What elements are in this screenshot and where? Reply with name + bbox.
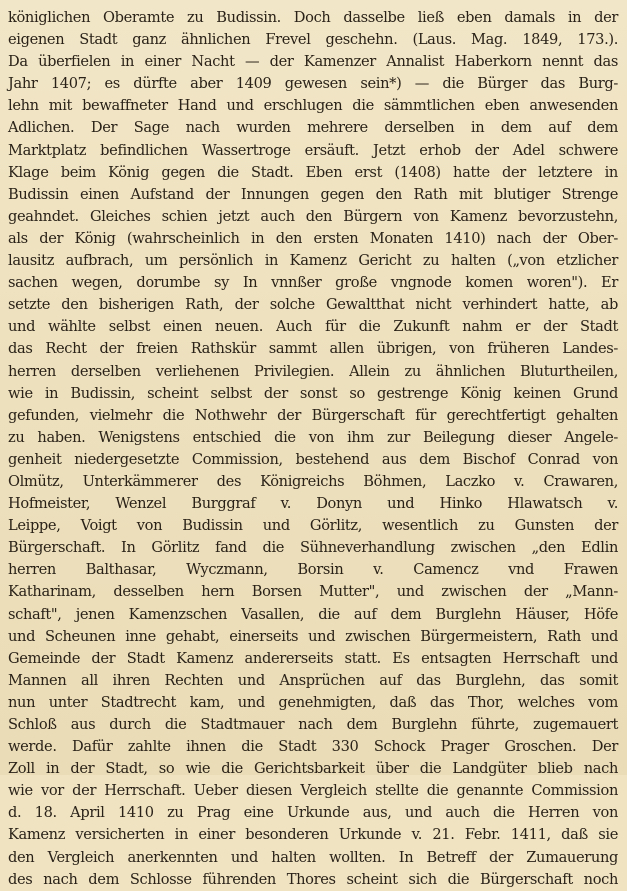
- text-line: lausitz aufbrach, um persönlich in Kamenz Gericht zu halten („von etzlicher: [8, 252, 618, 270]
- text-line: herren Balthasar, Wyczmann, Borsin v. Camencz vnd Frawen: [8, 561, 618, 579]
- text-line: Kamenz versicherten in einer besonderen Urkunde v. 21. Febr. 1411, daß sie: [8, 826, 618, 844]
- text-line: Katharinam, desselben hern Borsen Mutter", und zwischen der „Mann-: [8, 583, 618, 601]
- text-line: gefunden, vielmehr die Nothwehr der Bürgerschaft für gerechtfertigt gehalten: [8, 406, 618, 424]
- text-line: Klage beim König gegen die Stadt. Eben erst (1408) hatte der letztere in: [8, 163, 618, 181]
- text-line: Schloß aus durch die Stadtmauer nach dem Burglehn führte, zugemauert: [8, 716, 618, 733]
- body-text: [8, 7, 618, 891]
- text-line: wie vor der Herrschaft. Ueber diesen Vergleich stellte die genannte Commission: [8, 782, 618, 800]
- text-line: setzte den bisherigen Rath, der solche Gewaltthat nicht verhindert hatte, ab: [8, 296, 618, 314]
- text-line: d. 18. April 1410 zu Prag eine Urkunde aus, und auch die Herren von: [8, 804, 618, 822]
- text-line: herren derselben verliehenen Privilegien. Allein zu ähnlichen Bluturtheilen,: [8, 362, 618, 380]
- text-line: Zoll in der Stadt, so wie die Gerichtsbarkeit über die Landgüter blieb nach: [8, 760, 618, 778]
- text-line: Da überfielen in einer Nacht — der Kamenzer Annalist Haberkorn nennt das: [8, 53, 618, 71]
- text-line: des nach dem Schlosse führenden Thores scheint sich die Bürgerschaft noch: [8, 870, 618, 888]
- text-line: das Recht der freien Rathskür sammt allen übrigen, von früheren Landes-: [8, 340, 618, 358]
- text-line: Budissin einen Aufstand der Innungen gegen den Rath mit blutiger Strenge: [8, 185, 618, 203]
- text-line: als der König (wahrscheinlich in den ersten Monaten 1410) nach der Ober-: [8, 229, 618, 247]
- text-line: Mannen all ihren Rechten und Ansprüchen auf das Burglehn, das somit: [8, 671, 618, 689]
- text-line: Gemeinde der Stadt Kamenz andererseits statt. Es entsagten Herrschaft und: [8, 649, 618, 667]
- text-line: genheit niedergesetzte Commission, bestehend aus dem Bischof Conrad von: [8, 450, 618, 468]
- text-line: Jahr 1407; es dürfte aber 1409 gewesen sein*) — die Bürger das Burg-: [8, 75, 618, 93]
- text-line: den Vergleich anerkennten und halten wollten. In Betreff der Zumauerung: [8, 848, 618, 866]
- text-line: Adlichen. Der Sage nach wurden mehrere derselben in dem auf dem: [8, 119, 618, 137]
- text-line: Olmütz, Unterkämmerer des Königreichs Böhmen, Laczko v. Crawaren,: [8, 472, 618, 490]
- text-line: Hofmeister, Wenzel Burggraf v. Donyn und Hinko Hlawatsch v.: [8, 495, 618, 513]
- text-line: eigenen Stadt ganz ähnlichen Frevel geschehn. (Laus. Mag. 1849, 173.).: [8, 31, 618, 49]
- text-line: wie in Budissin, scheint selbst der sonst so gestrenge König keinen Grund: [8, 384, 618, 402]
- text-line: Leippe, Voigt von Budissin und Görlitz, wesentlich zu Gunsten der: [8, 517, 618, 535]
- text-line: Marktplatz befindlichen Wassertroge ersäuft. Jetzt erhob der Adel schwere: [8, 141, 618, 159]
- text-line: Bürgerschaft. In Görlitz fand die Sühneverhandlung zwischen „den Edlin: [8, 539, 618, 557]
- text-line: sachen wegen, dorumbe sy In vnnßer großе vngnode komen woren"). Er: [8, 274, 618, 292]
- text-line: und wählte selbst einen neuen. Auch für die Zukunft nahm er der Stadt: [8, 318, 618, 336]
- text-line: nun unter Stadtrecht kam, und genehmigten, daß das Thor, welches vom: [8, 693, 618, 711]
- text-line: schaft", jenen Kamenzschen Vasallen, die auf dem Burglehn Häuser, Höfe: [8, 605, 618, 623]
- text-line: königlichen Oberamte zu Budissin. Doch dasselbe ließ eben damals in der: [8, 9, 618, 26]
- text-line: zu haben. Wenigstens entschied die von ihm zur Beilegung dieser Angele-: [8, 428, 618, 446]
- text-line: lehn mit bewaffneter Hand und erschlugen die sämmtlichen eben anwesenden: [8, 97, 618, 115]
- text-line: und Scheunen inne gehabt, einerseits und zwischen Bürgermeistern, Rath und: [8, 627, 618, 645]
- text-line: werde. Dafür zahlte ihnen die Stadt 330 Schock Prager Groschen. Der: [8, 738, 618, 756]
- text-line: geahndet. Gleiches schien jetzt auch den Bürgern von Kamenz bevorzustehn,: [8, 207, 618, 225]
